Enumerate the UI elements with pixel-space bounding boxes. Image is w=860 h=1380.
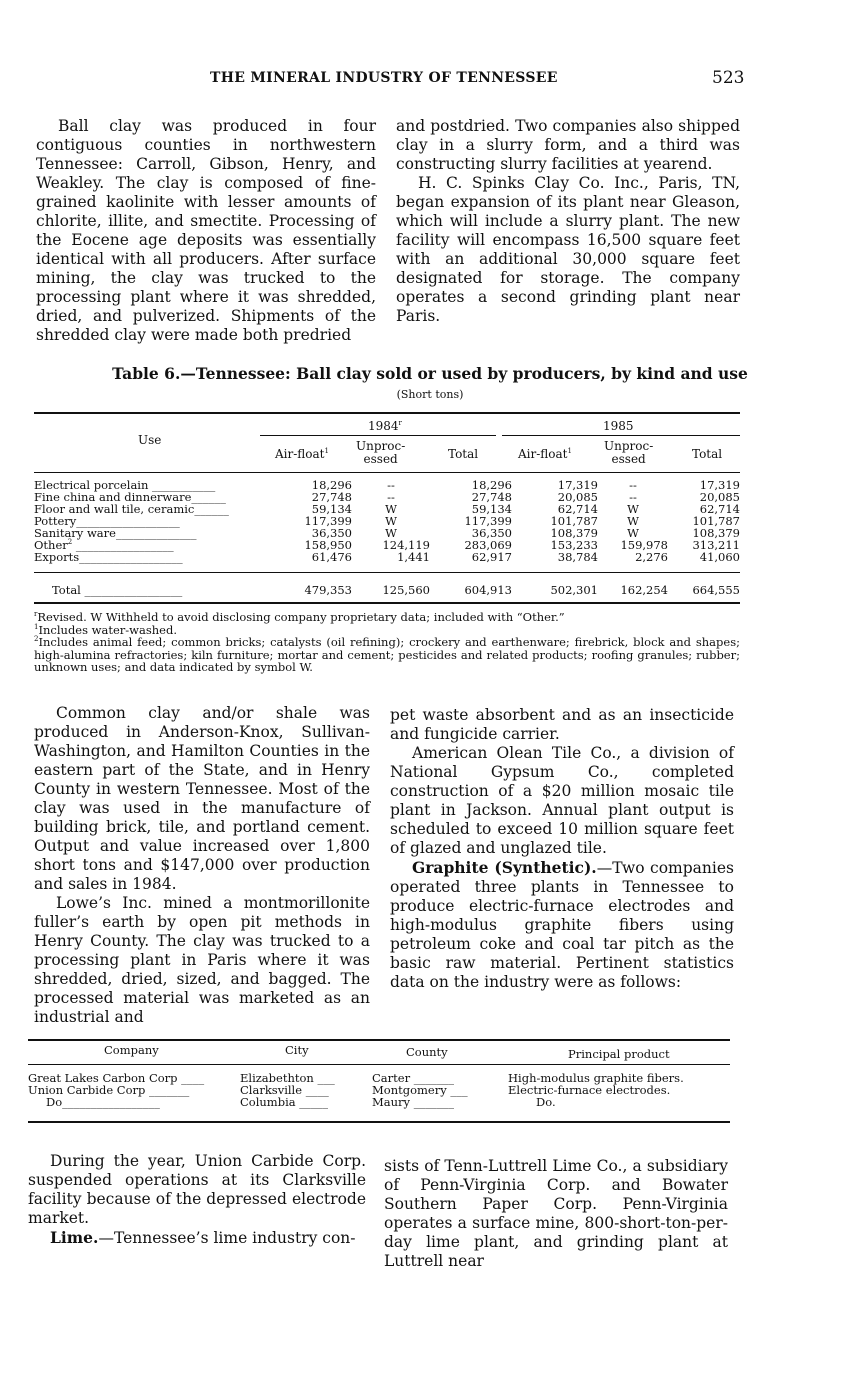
- cell: Great Lakes Carbon Corp ____: [28, 1071, 205, 1085]
- graphite-top-rule: [28, 1039, 730, 1041]
- cell: 17,319: [699, 478, 740, 492]
- graphite-bottom-rule: [28, 1121, 730, 1123]
- cell: 41,060: [699, 550, 740, 564]
- cell: 313,211: [692, 538, 740, 552]
- row-label: Electrical porcelain ___________: [34, 478, 216, 492]
- page-number: 523: [712, 68, 745, 88]
- cell: W: [627, 514, 639, 528]
- table6-header-rule: [34, 472, 740, 473]
- cell: W: [627, 526, 639, 540]
- paragraph: Lime.—Tennessee’s lime industry con-: [50, 1228, 356, 1247]
- table6-footnotes: [34, 611, 740, 674]
- cell: W: [385, 502, 397, 516]
- table-row: [34, 551, 740, 563]
- cell: Columbia _____: [240, 1095, 329, 1109]
- cell: 36,350: [311, 526, 352, 540]
- cell: Do_________________: [46, 1095, 160, 1109]
- cell: --: [387, 490, 395, 504]
- cell: 62,714: [699, 502, 740, 516]
- paragraph: During the year, Union Carbide Corp. suspended operations at its Clarksville facility because of the depressed electrode market.: [28, 1152, 366, 1227]
- cell: 125,560: [382, 583, 430, 597]
- col-unprocessed-1985: Unproc- essed: [604, 439, 654, 466]
- table6-subtitle: (Short tons): [396, 388, 464, 401]
- paragraph: Ball clay was produced in four contiguous counties in northwestern Tennessee: Carroll, Gibson, Henry, and Weakley. The clay is composed of fine-grained kaolinite with lesser amounts of chlorite, illite, and smectite. Processing of the Eocene age deposits was essentially identical with all producers. After surface mining, the clay was trucked to the processing plant where it was shredded, dried, and pulverized. Shipments of the shredded clay were made both predried: [36, 117, 376, 344]
- cell: 101,787: [692, 514, 740, 528]
- table6-bottom-rule: [34, 602, 740, 604]
- paragraph: Graphite (Synthetic).—Two companies operated three plants in Tennessee to produce electric-furnace electrodes and high-modulus graphite fibers using petroleum coke and coal tar pitch as the basic raw material. Pertinent statistics data on the industry were as follows:: [390, 858, 734, 991]
- cell: 61,476: [311, 550, 352, 564]
- cell: 108,379: [550, 526, 598, 540]
- cell: 117,399: [304, 514, 352, 528]
- cell: 20,085: [699, 490, 740, 504]
- cell: 502,301: [550, 583, 598, 597]
- cell: Do.: [536, 1095, 556, 1109]
- cell: Maury _______: [372, 1095, 454, 1109]
- table6-use-header: Use: [138, 433, 162, 447]
- cell: 153,233: [550, 538, 598, 552]
- cell: 108,379: [692, 526, 740, 540]
- col-airfloat-1985: Air-float$^1$: [518, 447, 572, 461]
- table6-year2-rule: [502, 435, 740, 436]
- cell: Clarksville ____: [240, 1083, 329, 1097]
- cell: 18,296: [471, 478, 512, 492]
- col-total-1984: Total: [448, 447, 479, 461]
- cell: 59,134: [471, 502, 512, 516]
- graphite-header-rule: [28, 1064, 730, 1065]
- bottom-left-column: [28, 1152, 366, 1248]
- row-label: Total _________________: [52, 583, 183, 597]
- table6-year1-rule: [260, 435, 496, 436]
- table-row-total: [34, 584, 740, 596]
- table6-year1-header: 1984$^r$: [368, 419, 402, 433]
- col-total-1985: Total: [692, 447, 723, 461]
- cell: W: [627, 502, 639, 516]
- col-unprocessed-1984: Unproc- essed: [356, 439, 406, 466]
- paragraph: H. C. Spinks Clay Co. Inc., Paris, TN, began expansion of its plant near Gleason, which will include a slurry plant. The new facility will encompass 16,500 square feet with an additional 30,000 square feet designated for storage. The company operates a second grinding plant near Paris.: [396, 174, 740, 325]
- table6-year2-header: 1985: [603, 419, 634, 433]
- table6-top-rule: [34, 412, 740, 414]
- cell: 1,441: [397, 550, 430, 564]
- bottom-right-column: [384, 1157, 728, 1271]
- cell: 479,353: [304, 583, 352, 597]
- cell: 162,254: [620, 583, 668, 597]
- footnote: $^1$Includes water-washed.: [34, 622, 178, 637]
- table6-total-rule: [34, 572, 740, 573]
- cell: Montgomery ___: [372, 1083, 468, 1097]
- graphite-table-body: [28, 1072, 730, 1108]
- top-left-column: [36, 117, 376, 345]
- paragraph: and postdried. Two companies also shipped clay in a slurry form, and a third was constructing slurry facilities at yearend.: [396, 117, 740, 173]
- cell: 283,069: [464, 538, 512, 552]
- row-label: Other$^2$ _________________: [34, 538, 174, 552]
- cell: 101,787: [550, 514, 598, 528]
- graphite-header-company: Company: [104, 1043, 159, 1057]
- cell: 62,714: [557, 502, 598, 516]
- cell: Union Carbide Corp _______: [28, 1083, 190, 1097]
- cell: 27,748: [471, 490, 512, 504]
- table-row: [28, 1096, 730, 1108]
- cell: Elizabethton ___: [240, 1071, 335, 1085]
- paragraph: sists of Tenn-Luttrell Lime Co., a subsidiary of Penn-Virginia Corp. and Bowater Southern Paper Corp. Penn-Virginia operates a surface mine, 800-short-ton-per-day lime plant, and grinding plant at Luttrell near: [384, 1157, 728, 1270]
- cell: 158,950: [304, 538, 352, 552]
- running-title: THE MINERAL INDUSTRY OF TENNESSEE: [210, 70, 558, 86]
- paragraph: Lowe’s Inc. mined a montmorillonite fuller’s earth by open pit methods in Henry County. The clay was trucked to a processing plant in Paris where it was shredded, dried, sized, and bagged. The processed material was marketed as an industrial and: [34, 894, 370, 1026]
- cell: High-modulus graphite fibers.: [508, 1071, 684, 1085]
- cell: 664,555: [692, 583, 740, 597]
- table6-body: [34, 479, 740, 563]
- cell: 159,978: [620, 538, 668, 552]
- cell: 27,748: [311, 490, 352, 504]
- middle-left-column: [34, 704, 370, 1027]
- top-right-column: [396, 117, 740, 326]
- graphite-header-county: County: [406, 1045, 448, 1059]
- middle-right-column: [390, 706, 734, 992]
- graphite-header-city: City: [285, 1043, 309, 1057]
- cell: 124,119: [382, 538, 430, 552]
- row-label: Pottery__________________: [34, 514, 180, 528]
- running-header: [0, 70, 860, 92]
- cell: Carter _______: [372, 1071, 454, 1085]
- row-label: Floor and wall tile, ceramic______: [34, 502, 229, 516]
- cell: 18,296: [311, 478, 352, 492]
- footnote: $^r$Revised. W Withheld to avoid disclosing company proprietary data; included with “Other.”: [34, 610, 565, 624]
- table6-total: [34, 584, 740, 596]
- cell: 36,350: [471, 526, 512, 540]
- cell: 2,276: [635, 550, 668, 564]
- col-airfloat-1984: Air-float$^1$: [275, 447, 329, 461]
- cell: 117,399: [464, 514, 512, 528]
- cell: W: [385, 514, 397, 528]
- cell: Electric-furnace electrodes.: [508, 1083, 671, 1097]
- row-label: Sanitary ware______________: [34, 526, 197, 540]
- paragraph: American Olean Tile Co., a division of National Gypsum Co., completed construction of a $20 million mosaic tile plant in Jackson. Annual plant output is scheduled to exceed 10 million square feet of glazed and unglazed tile.: [390, 744, 734, 857]
- cell: 604,913: [464, 583, 512, 597]
- table6-title: Table 6.—Tennessee: Ball clay sold or used by producers, by kind and use: [112, 364, 748, 383]
- cell: --: [629, 478, 637, 492]
- row-label: Exports__________________: [34, 550, 183, 564]
- cell: --: [387, 478, 395, 492]
- cell: 62,917: [471, 550, 512, 564]
- cell: 59,134: [311, 502, 352, 516]
- cell: --: [629, 490, 637, 504]
- cell: 38,784: [557, 550, 598, 564]
- cell: 17,319: [557, 478, 598, 492]
- cell: W: [385, 526, 397, 540]
- row-label: Fine china and dinnerware______: [34, 490, 226, 504]
- paragraph: pet waste absorbent and as an insecticide and fungicide carrier.: [390, 706, 734, 743]
- graphite-header-product: Principal product: [568, 1047, 670, 1061]
- cell: 20,085: [557, 490, 598, 504]
- paragraph: Common clay and/or shale was produced in Anderson-Knox, Sullivan-Washington, and Hamilton Counties in the eastern part of the State, and in Henry County in western Tennessee. Most of the clay was used in the manufacture of building brick, tile, and portland cement. Output and value increased over 1,800 short tons and $147,000 over production and sales in 1984.: [34, 704, 370, 893]
- footnote: $^2$Includes animal feed; common bricks; catalysts (oil refining); crockery and earthenware; firebrick, block and shapes; high-alumina refractories; kiln furniture; mortar and cement; pesticides and related products; roofing granules; rubber; unknown uses; and data indicated by symbol W.: [34, 635, 740, 674]
